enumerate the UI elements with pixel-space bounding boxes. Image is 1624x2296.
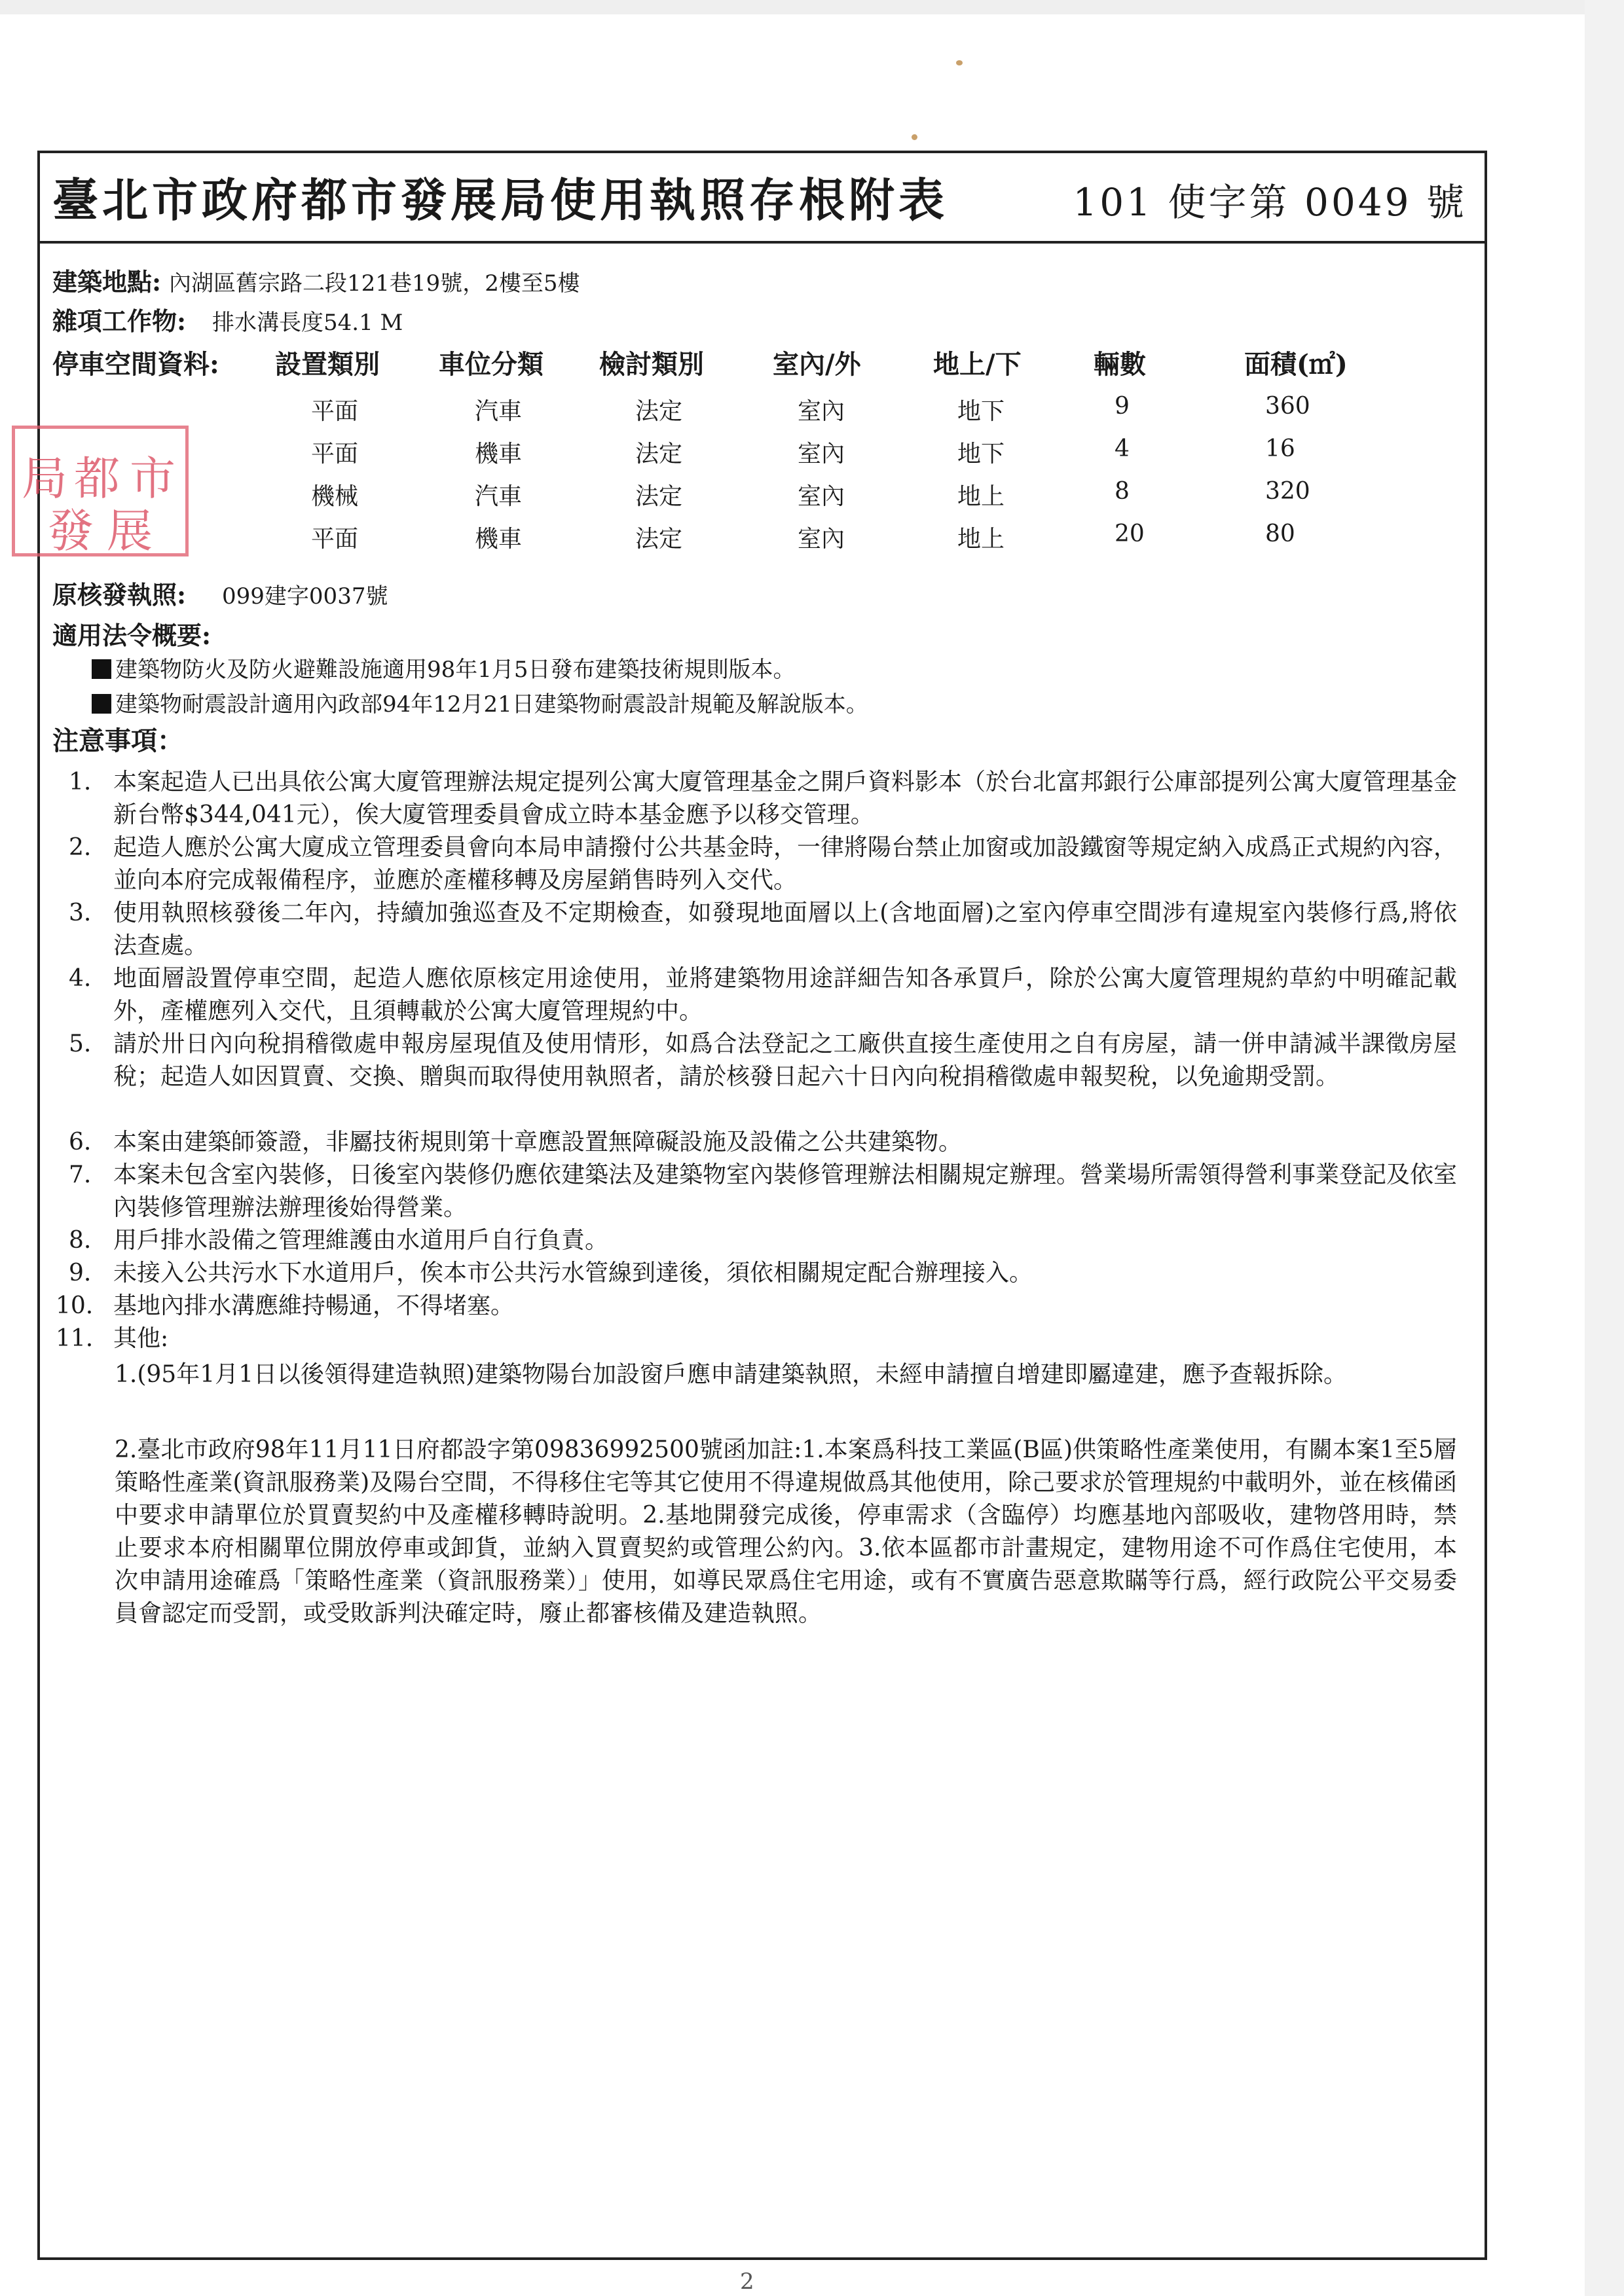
parking-cell: 室內 (798, 483, 845, 510)
parking-cell: 法定 (635, 483, 683, 510)
other-note: 1.(95年1月1日以後領得建造執照)建築物陽台加設窗戶應申請建築執照，未經申請擅自增建即屬違建，應予查報拆除。 (115, 1361, 1348, 1388)
note-item: 7. 本案未包含室內裝修，日後室內裝修仍應依建築法及建築物室內裝修管理辦法相關規定辦理。營業場所需領得營利事業登記及依室內裝修管理辦法辦理後始得營業。 (69, 1161, 1458, 1221)
parking-header: 設置類別 (275, 349, 380, 380)
law-item: 建築物耐震設計適用內政部94年12月21日建築物耐震設計規範及解說版本。 (92, 686, 868, 718)
official-seal-stamp: 局 都 市 發 展 (12, 426, 189, 556)
original-permit-value: 099建字0037號 (222, 583, 388, 610)
laws-label: 適用法令概要: (52, 621, 212, 650)
permit-number: 101 使字第 0049 號 (1073, 180, 1467, 225)
other-note: 2.臺北市政府98年11月11日府都設字第09836992500號函加註:1.本案爲科技工業區(B區)供策略性產業使用，有關本案1至5層策略性產業(資訊服務業)及陽台空間，不得移住宅等其它使用不得違規做爲其他使用，除己要求於管理規約中載明外，並在核備函中要求申請單位於買賣契約中及產權移轉時說明。2.基地開發完成後，停車需求（含臨停）均應基地內部吸收，建物啓用時，禁止要求本府相關單位開放停車或卸貨，並納入買賣契約或管理公約內。3.依本區都市計畫規定，建物用途不可作爲住宅使用，本次申請用途確爲「策略性產業（資訊服務業）」使用，如導民眾爲住宅用途，或有不實廣告惡意欺瞞等行爲，經行政院公平交易委員會認定而受罰，或受敗訴判決確定時，廢止都審核備及建造執照。 (115, 1436, 1457, 1627)
parking-cell: 20 (1115, 520, 1145, 547)
note-item: 1. 本案起造人已出具依公寓大廈管理辦法規定提列公寓大廈管理基金之開戶資料影本（於台北富邦銀行公庫部提列公寓大廈管理基金新台幣$344,041元），俟大廈管理委員會成立時本基金應予以移交管理。 (69, 769, 1458, 828)
parking-label: 停車空間資料: (52, 349, 219, 380)
note-item: 8. 用戶排水設備之管理維護由水道用戶自行負責。 (69, 1227, 609, 1254)
parking-cell: 機車 (475, 526, 523, 553)
parking-cell: 法定 (635, 526, 683, 553)
note-item: 5. 請於卅日內向稅捐稽徵處申報房屋現值及使用情形，如爲合法登記之工廠供直接生產使用之自有房屋，請一併申請減半課徵房屋稅；起造人如因買賣、交換、贈與而取得使用執照者，請於核發日起六十日內向稅捐稽徵處申報契稅，以免逾期受罰。 (69, 1030, 1457, 1090)
parking-cell: 80 (1265, 520, 1295, 547)
note-item: 4. 地面層設置停車空間，起造人應依原核定用途使用，並將建築物用途詳細告知各承買戶，除於公寓大廈管理規約草約中明確記載外，產權應列入交代，且須轉載於公寓大廈管理規約中。 (69, 965, 1457, 1025)
note-item: 9. 未接入公共污水下水道用戶，俟本市公共污水管線到達後，須依相關規定配合辦理接入。 (69, 1260, 1033, 1286)
note-item: 6. 本案由建築師簽證，非屬技術規則第十章應設置無障礙設施及設備之公共建築物。 (69, 1129, 963, 1156)
note-item: 10. 基地內排水溝應維持暢通，不得堵塞。 (56, 1292, 515, 1319)
parking-cell: 9 (1115, 393, 1130, 420)
parking-cell: 地上 (957, 526, 1005, 553)
parking-cell: 機械 (311, 483, 359, 510)
misc-work-line (52, 301, 403, 337)
parking-cell: 室內 (798, 441, 845, 467)
parking-cell: 機車 (475, 441, 523, 467)
misc-work-value: 排水溝長度54.1 M (212, 310, 403, 336)
parking-header: 地上/下 (933, 349, 1022, 380)
site-value: 內湖區舊宗路二段121巷19號，2樓至5樓 (169, 270, 580, 297)
note-item: 3. 使用執照核發後二年內，持續加強巡查及不定期檢查，如發現地面層以上(含地面層)之室內停車空間涉有違規室內裝修行爲,將依法查處。 (69, 900, 1457, 959)
parking-cell: 汽車 (475, 483, 523, 510)
parking-cell: 8 (1115, 478, 1130, 505)
speck (956, 60, 963, 65)
parking-cell: 平面 (311, 398, 359, 425)
scan-edge-top (0, 0, 1624, 14)
site-label: 建築地點: (52, 267, 162, 297)
note-item: 2. 起造人應於公寓大廈成立管理委員會向本局申請撥付公共基金時，一律將陽台禁止加窗或加設鐵窗等規定納入成爲正式規約內容，並向本府完成報備程序，並應於產權移轉及房屋銷售時列入交代。 (69, 834, 1458, 894)
parking-cell: 法定 (635, 441, 683, 467)
document-title: 臺北市政府都市發展局使用執照存根附表 (52, 173, 948, 227)
parking-header: 車位分類 (439, 349, 544, 380)
parking-cell: 平面 (311, 526, 359, 553)
speck (912, 134, 917, 140)
parking-cell: 地下 (957, 441, 1005, 467)
parking-header: 室內/外 (773, 349, 861, 380)
note-item: 11. 其他: (56, 1325, 169, 1352)
parking-cell: 320 (1265, 478, 1310, 505)
law-item: 建築物防火及防火避難設施適用98年1月5日發布建築技術規則版本。 (92, 651, 796, 683)
parking-cell: 地上 (957, 483, 1005, 510)
site-line (52, 262, 580, 298)
parking-cell: 法定 (635, 398, 683, 425)
parking-cell: 地下 (957, 398, 1005, 425)
square-bullet-icon (92, 659, 111, 679)
parking-cell: 360 (1265, 393, 1310, 420)
parking-cell: 室內 (798, 398, 845, 425)
parking-cell: 汽車 (475, 398, 523, 425)
parking-header: 檢討類別 (599, 349, 704, 380)
original-permit-label: 原核發執照: (52, 580, 187, 610)
original-permit-line (52, 575, 388, 611)
square-bullet-icon (92, 694, 111, 714)
parking-cell: 室內 (798, 526, 845, 553)
scan-edge-right (1585, 0, 1624, 2296)
parking-header: 面積(㎡) (1244, 349, 1348, 380)
parking-cell: 4 (1115, 435, 1130, 462)
notes-label: 注意事項： (52, 725, 183, 756)
page-number: 2 (740, 2269, 754, 2295)
misc-work-label: 雜項工作物: (52, 306, 187, 336)
parking-cell: 平面 (311, 441, 359, 467)
parking-cell: 16 (1265, 435, 1295, 462)
parking-header: 輛數 (1094, 349, 1146, 380)
